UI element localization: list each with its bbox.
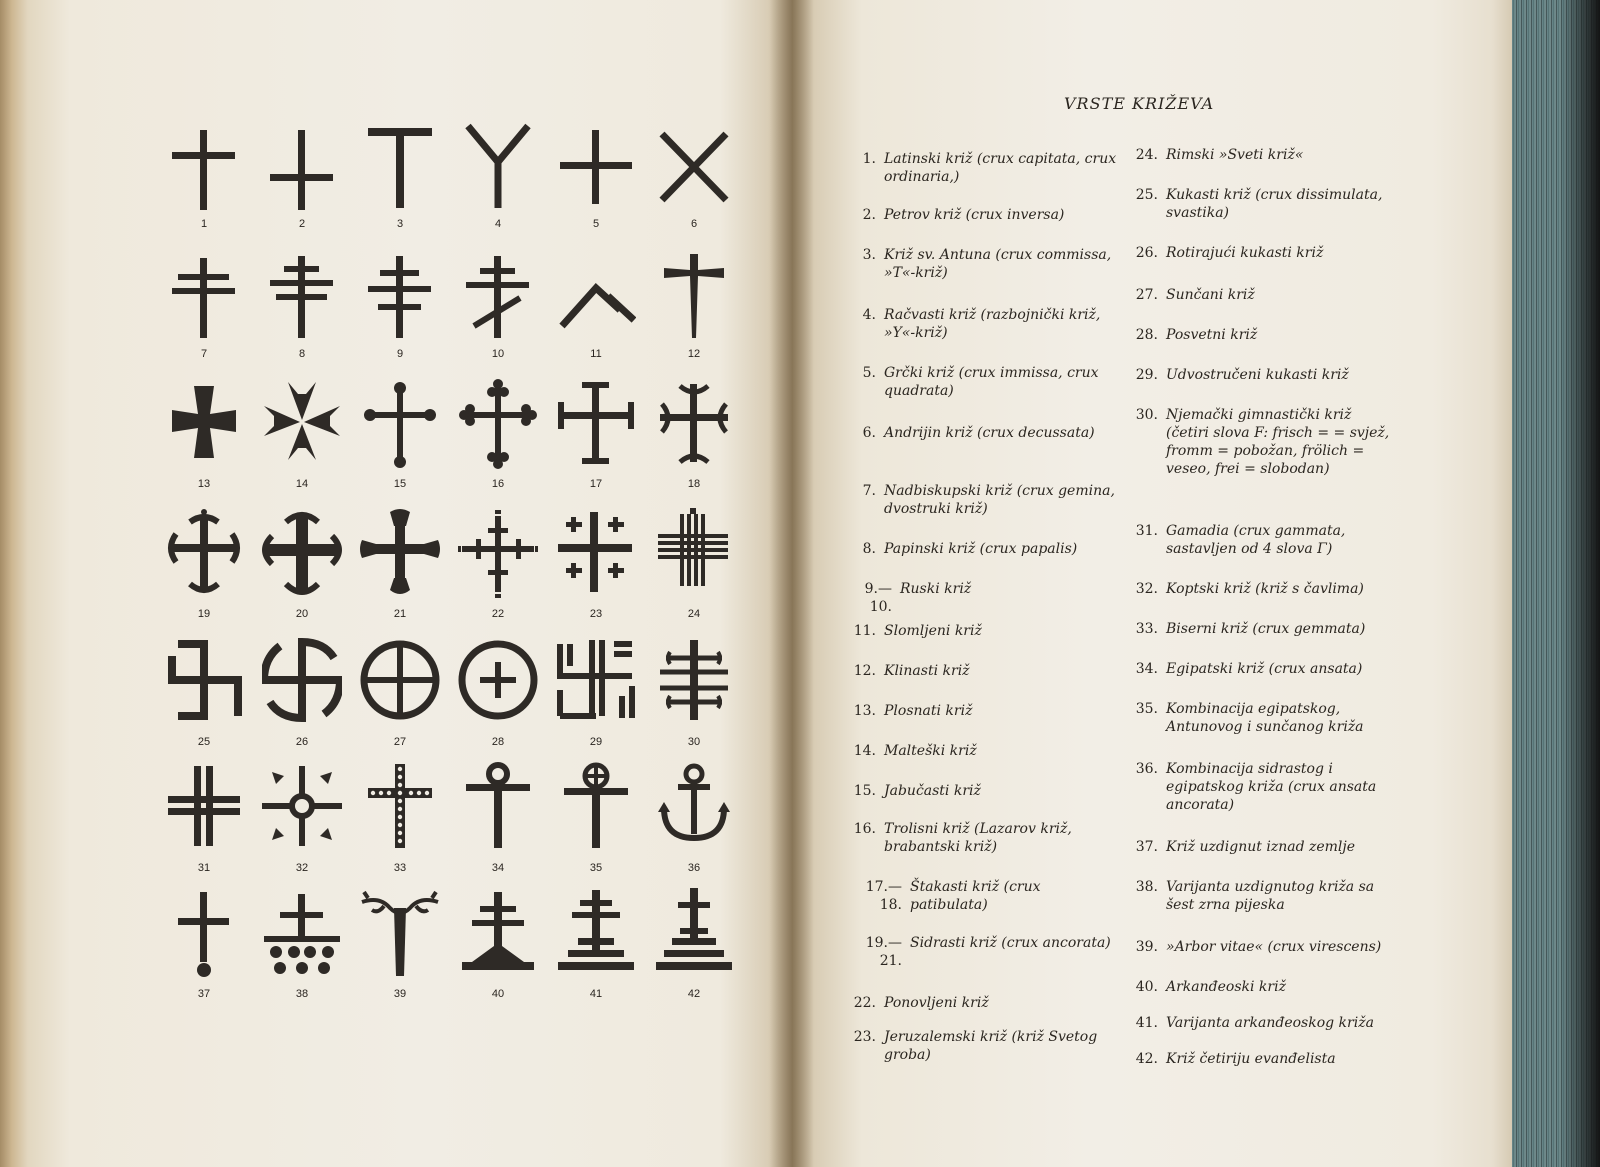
figure-number: 29 (589, 736, 603, 748)
cross-figure (258, 248, 346, 372)
cross-figure (454, 888, 542, 1012)
figure-number: 22 (491, 608, 505, 620)
figure-number: 26 (295, 736, 309, 748)
list-item: 19.—21.Sidrasti križ (crux ancorata) (865, 935, 1111, 969)
cross-figure (650, 508, 738, 632)
list-item: 37. Križ uzdignut iznad zemlje (1135, 839, 1356, 855)
list-item: 16. Trolisni križ (Lazarov križ, brabantski križ) (853, 821, 1072, 855)
cross-figure (160, 378, 248, 502)
cross-figure (160, 888, 248, 1012)
figure-number: 6 (690, 218, 698, 230)
figure-number: 40 (491, 988, 505, 1000)
gutter-shadow (770, 0, 814, 1167)
figure-number: 42 (687, 988, 701, 1000)
list-item: 23. Jeruzalemski križ (križ Svetog groba) (853, 1029, 1098, 1063)
cross-figure (650, 378, 738, 502)
figure-number: 10 (491, 348, 505, 360)
figure-number: 17 (589, 478, 603, 490)
figure-number: 33 (393, 862, 407, 874)
figure-number: 8 (298, 348, 306, 360)
cross-figure (552, 888, 640, 1012)
list-item: 41. Varijanta arkanđeoskog križa (1135, 1015, 1374, 1031)
figure-number: 12 (687, 348, 701, 360)
cross-figure (160, 248, 248, 372)
cross-figure (258, 762, 346, 886)
figure-number: 28 (491, 736, 505, 748)
figure-number: 41 (589, 988, 603, 1000)
cross-figure (160, 118, 248, 242)
cross-figure (258, 378, 346, 502)
list-item: 11. Slomljeni križ (853, 623, 982, 639)
cross-figure (454, 762, 542, 886)
figure-number: 13 (197, 478, 211, 490)
list-item: 26. Rotirajući kukasti križ (1135, 245, 1324, 261)
list-item: 13. Plosnati križ (853, 703, 973, 719)
list-item: 1. Latinski križ (crux capitata, crux ordinaria,) (862, 151, 1117, 185)
list-item: 40. Arkanđeoski križ (1135, 979, 1286, 995)
cross-figure (552, 248, 640, 372)
cross-figure (258, 508, 346, 632)
cross-figure (356, 508, 444, 632)
cross-figure (552, 118, 640, 242)
figure-number: 27 (393, 736, 407, 748)
cross-figure (650, 118, 738, 242)
figure-number: 31 (197, 862, 211, 874)
list-item: 38. Varijanta uzdignutog križa sa šest zrna pijeska (1135, 879, 1375, 913)
cross-figure (356, 118, 444, 242)
figure-number: 4 (494, 218, 502, 230)
list-item: 5. Grčki križ (crux immissa, crux quadrata) (862, 365, 1099, 399)
cross-figure (650, 888, 738, 1012)
figure-number: 34 (491, 862, 505, 874)
cross-illustration-grid (160, 118, 750, 1018)
cross-figure (552, 762, 640, 886)
list-item: 36. Kombinacija sidrastog i egipatskog križa (crux ansata ancorata) (1135, 761, 1377, 813)
figure-number: 25 (197, 736, 211, 748)
figure-number: 9 (396, 348, 404, 360)
cross-figure (552, 636, 640, 760)
cross-figure (552, 508, 640, 632)
cross-figure (258, 118, 346, 242)
list-item: 25. Kukasti križ (crux dissimulata, svastika) (1135, 187, 1383, 221)
cross-figure (454, 378, 542, 502)
cross-figure (356, 888, 444, 1012)
list-item: 32. Koptski križ (križ s čavlima) (1135, 581, 1364, 597)
cross-figure (258, 888, 346, 1012)
cross-figure (160, 636, 248, 760)
list-item: 24. Rimski »Sveti križ« (1135, 147, 1304, 163)
figure-number: 15 (393, 478, 407, 490)
figure-number: 3 (396, 218, 404, 230)
list-item: 30. Njemački gimnastički križ (četiri slova F: frisch = = svjež, fromm = pobožan, frölich = veseo, frei = slobodan) (1135, 407, 1390, 477)
figure-number: 36 (687, 862, 701, 874)
cross-figure (258, 636, 346, 760)
figure-number: 24 (687, 608, 701, 620)
figure-number: 19 (197, 608, 211, 620)
list-item: 35. Kombinacija egipatskog, Antunovog i sunčanog križa (1135, 701, 1364, 735)
list-item: 17.—18.Štakasti križ (crux patibulata) (865, 879, 1041, 913)
figure-number: 14 (295, 478, 309, 490)
list-item: 12. Klinasti križ (853, 663, 970, 679)
list-item: 28. Posvetni križ (1135, 327, 1258, 343)
figure-number: 2 (298, 218, 306, 230)
list-item: 33. Biserni križ (crux gemmata) (1135, 621, 1366, 637)
list-item: 42. Križ četiriju evanđelista (1135, 1051, 1336, 1067)
list-item: 39. »Arbor vitae« (crux virescens) (1135, 939, 1382, 955)
list-item: 27. Sunčani križ (1135, 287, 1255, 303)
cross-figure (160, 508, 248, 632)
figure-number: 18 (687, 478, 701, 490)
figure-number: 5 (592, 218, 600, 230)
cross-figure (552, 378, 640, 502)
figure-number: 39 (393, 988, 407, 1000)
cross-figure (356, 378, 444, 502)
figure-number: 35 (589, 862, 603, 874)
figure-number: 20 (295, 608, 309, 620)
cross-figure (650, 248, 738, 372)
list-item: 31. Gamadia (crux gammata, sastavljen od 4 slova Γ) (1135, 523, 1346, 557)
list-item: 14. Malteški križ (853, 743, 977, 759)
figure-number: 23 (589, 608, 603, 620)
list-item: 6. Andrijin križ (crux decussata) (862, 425, 1095, 441)
list-item: 22. Ponovljeni križ (853, 995, 989, 1011)
list-item: 8. Papinski križ (crux papalis) (862, 541, 1078, 557)
cross-figure (454, 248, 542, 372)
figure-number: 11 (590, 348, 602, 360)
list-item: 2. Petrov križ (crux inversa) (862, 207, 1065, 223)
list-item: 15. Jabučasti križ (853, 783, 981, 799)
figure-number: 32 (295, 862, 309, 874)
cross-figure (160, 762, 248, 886)
figure-number: 7 (200, 348, 208, 360)
cross-figure (356, 248, 444, 372)
cross-figure (454, 636, 542, 760)
page-edges (1512, 0, 1600, 1167)
list-item: 9.—10.Ruski križ (864, 581, 972, 615)
page-title: VRSTE KRIŽEVA (1064, 94, 1215, 113)
cross-figure (454, 118, 542, 242)
figure-number: 30 (687, 736, 701, 748)
list-item: 29. Udvostručeni kukasti križ (1135, 367, 1349, 383)
figure-number: 38 (295, 988, 309, 1000)
cross-figure (650, 762, 738, 886)
cross-figure (356, 762, 444, 886)
list-item: 4. Račvasti križ (razbojnički križ, »Y«-križ) (862, 307, 1101, 341)
figure-number: 1 (200, 218, 208, 230)
list-item: 7. Nadbiskupski križ (crux gemina, dvostruki križ) (862, 483, 1115, 517)
list-item: 3. Križ sv. Antuna (crux commissa, »T«-križ) (862, 247, 1112, 281)
cross-figure (454, 508, 542, 632)
figure-number: 21 (393, 608, 407, 620)
cross-figure (650, 636, 738, 760)
list-item: 34. Egipatski križ (crux ansata) (1135, 661, 1363, 677)
cross-figure (356, 636, 444, 760)
figure-number: 16 (491, 478, 505, 490)
figure-number: 37 (197, 988, 211, 1000)
